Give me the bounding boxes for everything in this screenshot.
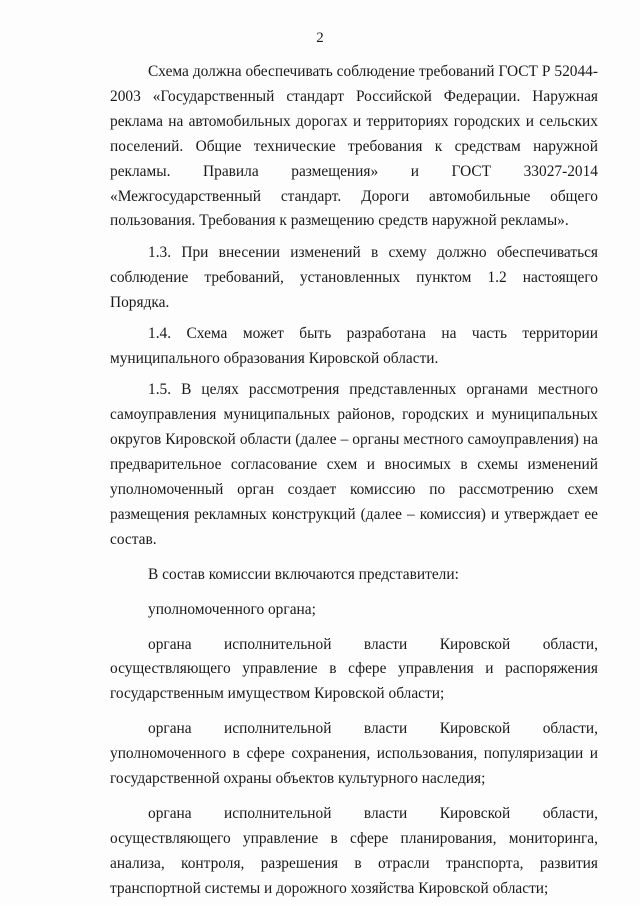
paragraph-1-3: 1.3. При внесении изменений в схему должно обеспечиваться соблюдение требований, установленных пунктом 1.2 настоящего Порядка.: [110, 243, 598, 311]
paragraph-member-authorized-body: уполномоченного органа;: [148, 600, 316, 618]
document-body: [110, 60, 598, 906]
paragraph-1-5: 1.5. В целях рассмотрения представленных органами местного самоуправления муниципальных районов, городских и муниципальных округов Кировской области (далее – органы местного самоуправления) на предварительное согласование схем и вносимых в схемы изменений уполномоченный орган создает комиссию по рассмотрению схем размещения рекламных конструкций (далее – комиссия) и утверждает ее состав.: [110, 381, 598, 548]
paragraph-member-property: органа исполнительной власти Кировской области, осуществляющего управление в сфере управления и распоряжения государственным имуществом Кировской области;: [110, 635, 598, 703]
paragraph-member-heritage: органа исполнительной власти Кировской области, уполномоченного в сфере сохранения, использования, популяризации и государственной охраны объектов культурного наследия;: [110, 720, 598, 788]
paragraph-member-transport: органа исполнительной власти Кировской области, осуществляющего управление в сфере планирования, мониторинга, анализа, контроля, разрешения в отрасли транспорта, развития транспортной системы и дорожного хозяйства Кировской области;: [110, 804, 598, 897]
paragraph-scheme-requirements: Схема должна обеспечивать соблюдение требований ГОСТ Р 52044-2003 «Государственный стандарт Российской Федерации. Наружная реклама на автомобильных дорогах и территориях городских и сельских поселений. Общие технические требования к средствам наружной рекламы. Правила размещения» и ГОСТ 33027-2014 «Межгосударственный стандарт. Дороги автомобильные общего пользования. Требования к размещению средств наружной рекламы».: [110, 63, 598, 230]
paragraph-1-4: 1.4. Схема может быть разработана на часть территории муниципального образования Кировской области.: [110, 325, 598, 367]
paragraph-commission-members: В состав комиссии включаются представители:: [148, 565, 459, 583]
page-number: 2: [316, 30, 324, 46]
